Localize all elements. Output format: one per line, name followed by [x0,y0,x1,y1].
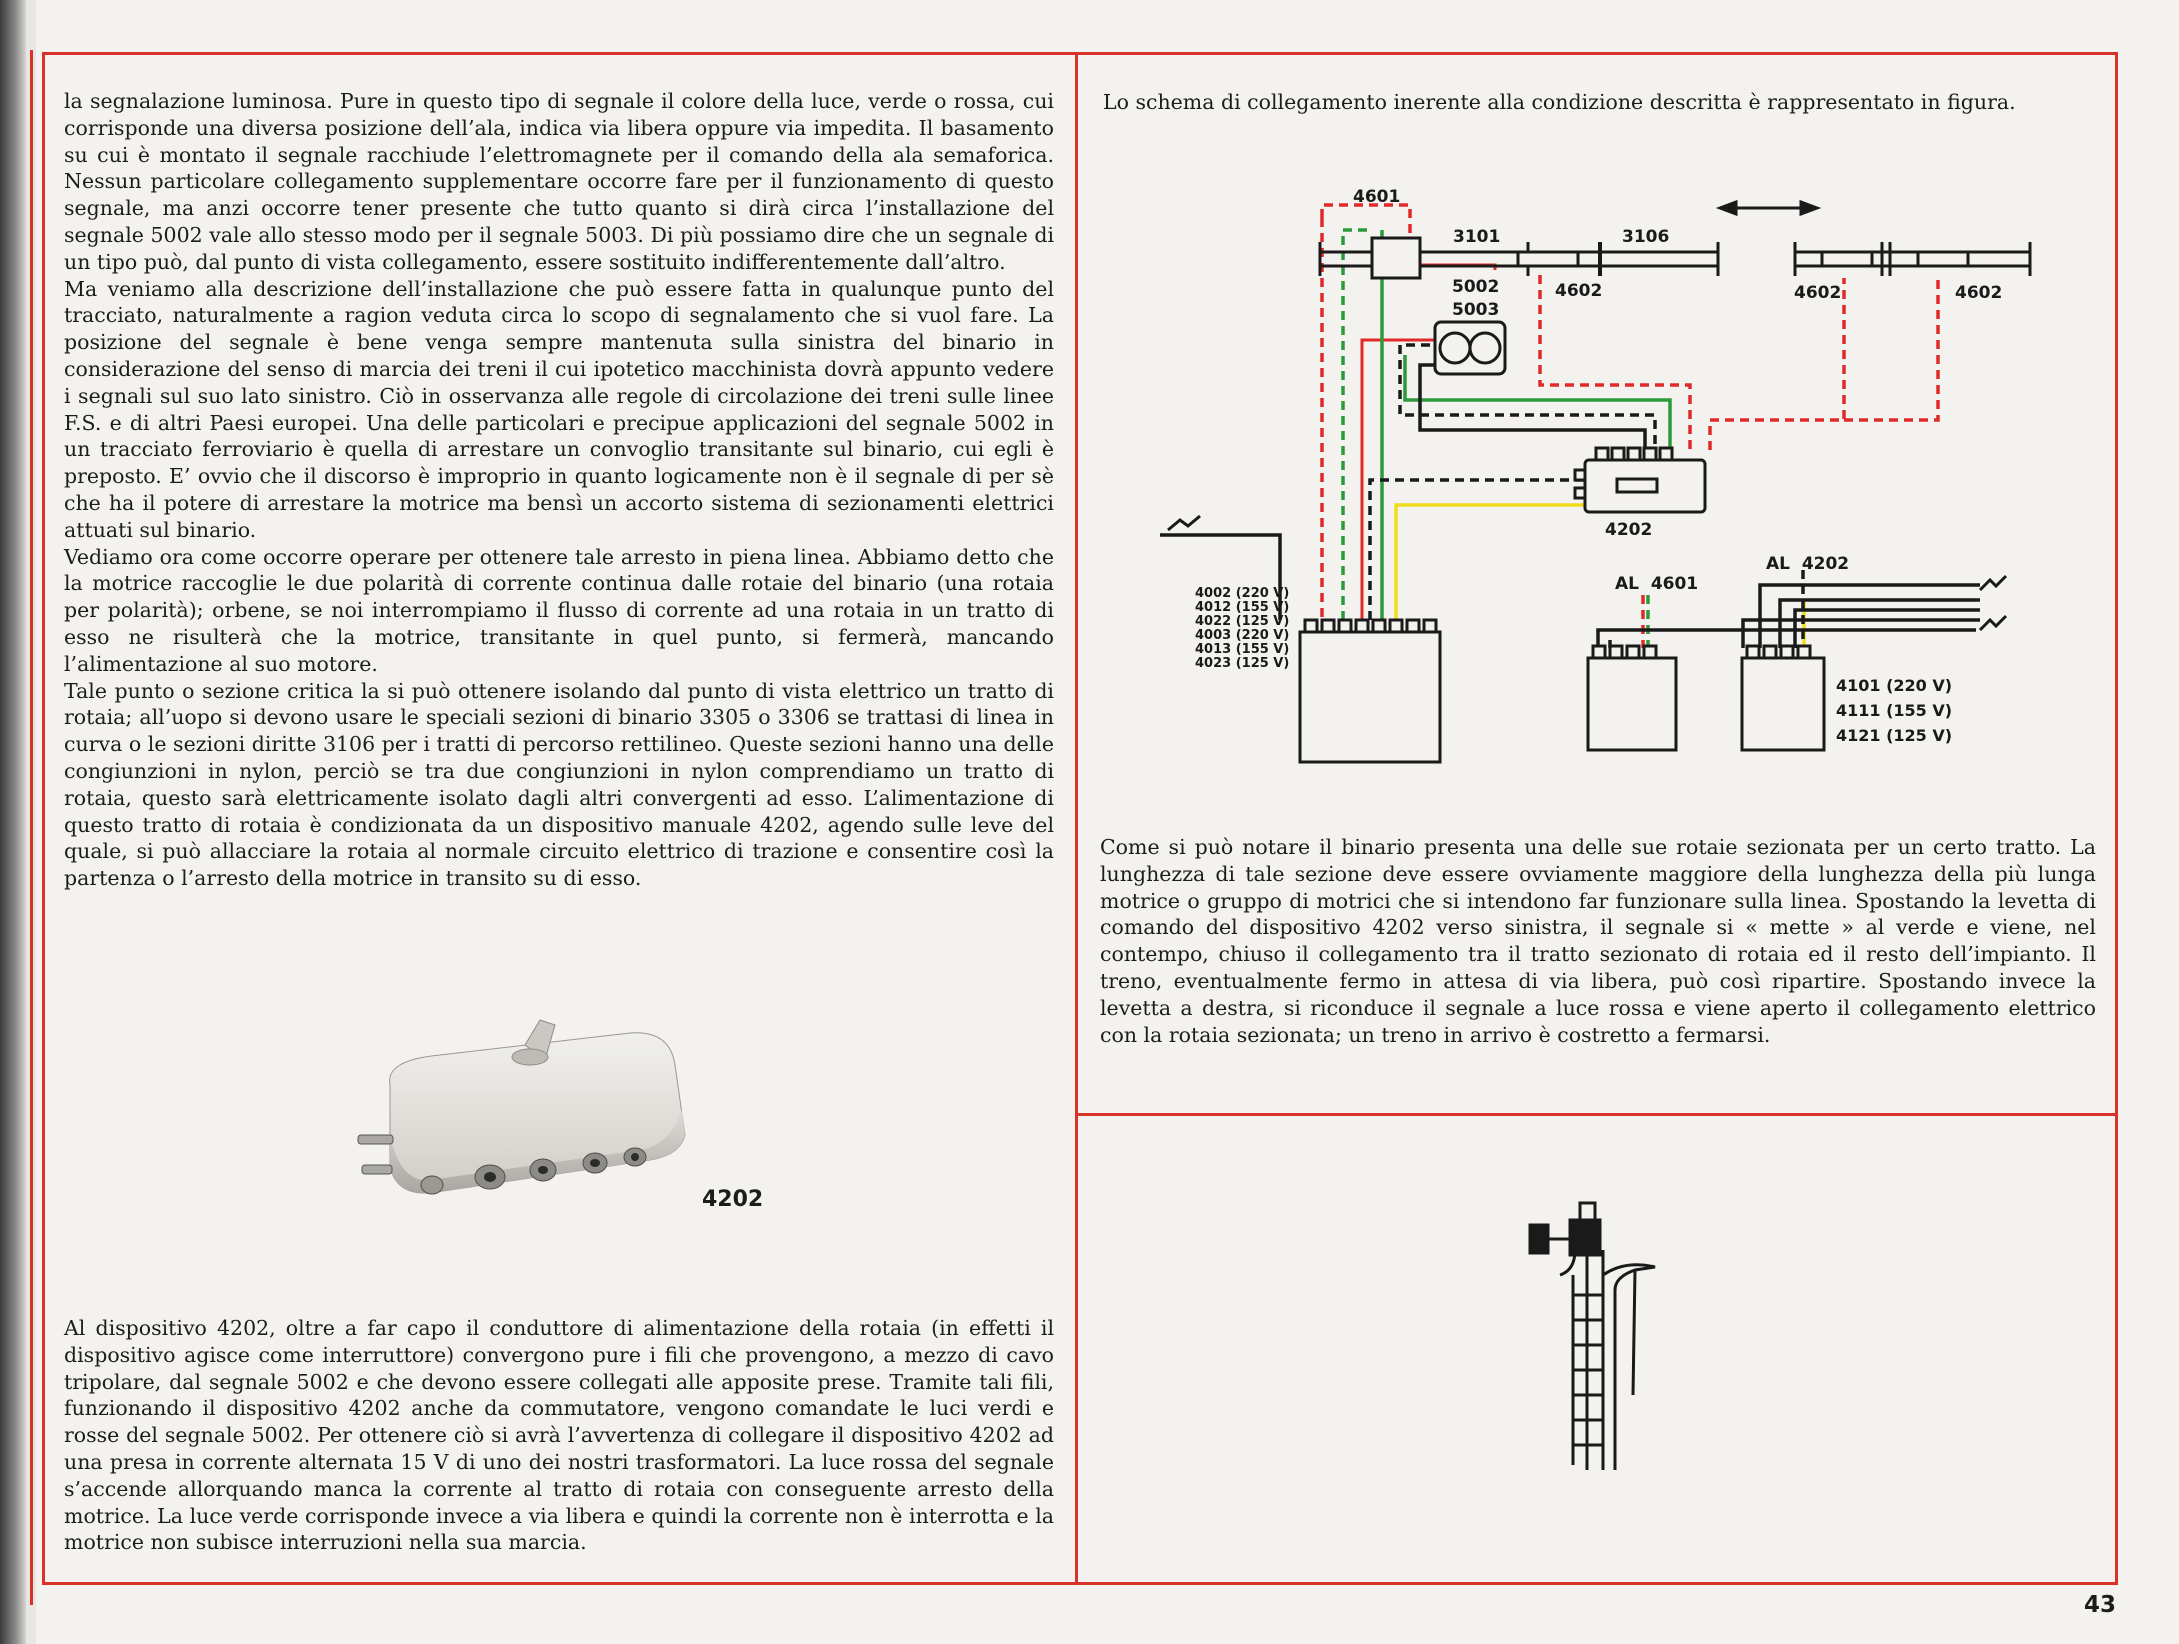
frame-divider-vertical [1075,52,1078,1585]
transformer-al-4202 [1742,646,1824,750]
book-binding [0,0,26,1644]
wiring-diagram [1100,170,2100,790]
transformer-label: 4003 (220 V) [1195,628,1290,643]
label-4202: 4202 [1605,520,1653,540]
wire-black [1420,365,1645,450]
paragraph: Come si può notare il binario presenta una delle sue rotaie sezionata per un certo tratto. La lunghezza di tale sezione deve essere ovviamente maggiore della lunghezza della più lunga motrice o gruppo di motrici che si intendono far funzionare sulla linea. Spostando la levetta di comando del dispositivo 4202 verso sinistra, il segnale si « mette » al verde e viene, nel contempo, chiuso il collegamento tra il tratto sezionato di rotaia ed il resto dell’impianto. Il treno, eventualmente fermo in attesa di via libera, può così ripartire. Spostando invece la levetta a destra, si riconduce il segnale a luce rossa e viene aperto il collegamento elettrico con la rotaia sezionata; un treno in arrivo è costretto a fermarsi. [1100,835,2096,1047]
frame-bottom [42,1582,2118,1585]
transformer-label: 4023 (125 V) [1195,656,1290,671]
signal-5003-symbol [1435,322,1505,374]
label-al-4601: AL 4601 [1615,574,1699,594]
photo-caption: 4202 [702,1187,764,1212]
label-al-4202: AL 4202 [1766,554,1850,574]
label-4602: 4602 [1555,281,1603,301]
transformer-label: 4121 (125 V) [1836,726,1953,745]
left-body-text [64,88,1054,892]
wire-green [1365,320,1380,385]
paragraph: Tale punto o sezione critica la si può ottenere isolando dal punto di vista elettrico un tratto di rotaia; all’uopo si devono usare le speciali sezioni di binario 3305 o 3306 se trattasi di linea in curva o le sezioni diritte 3106 per i tratti di percorso rettilineo. Queste sezioni hanno una delle congiunzioni in nylon, perciò se tra due congiunzioni in nylon comprendiamo un tratto di rotaia, questo sarà elettricamente isolato dagli altri convergenti ad esso. L’alimentazione di questo tratto di rotaia è condizionata da un dispositivo manuale 4202, agendo sulle leve del quale, si può allacciare la rotaia al normale circuito elettrico di trazione e consentire così la partenza o l’arresto della motrice in transito su di esso. [64,678,1054,891]
label-3106: 3106 [1622,227,1670,247]
transformer-label: 4022 (125 V) [1195,614,1290,629]
label-4602: 4602 [1794,283,1842,303]
frame-divider-horizontal [1075,1113,2118,1116]
paragraph: Ma veniamo alla descrizione dell’installazione che può essere fatta in qualunque punto del tracciato, naturalmente a ragion veduta circa lo scopo di segnalamento che si vuol fare. La posizione del segnale è bene venga sempre mantenuta sulla sinistra del binario in considerazione del senso di marcia dei treni il cui ipotetico macchinista dovrà appunto vedere i segnali sul suo lato sinistro. Ciò in osservanza alle regole di circolazione dei treni sulle linee F.S. e di altri Paesi europei. Una delle particolari e precipue applicazioni del segnale 5002 in un tracciato ferroviario è quella di arrestare un convoglio transitante sul binario, cui egli è preposto. E’ ovvio che il discorso è improprio in quanto logicamente non è il segnale di per sè che ha il potere di arrestare la motrice ma bensì un accorto sistema di sezionamenti elettrici attuati sul binario. [64,276,1054,542]
wire-black [1760,585,1980,648]
paragraph: Vediamo ora come occorre operare per ottenere tale arresto in piena linea. Abbiamo detto che la motrice raccoglie le due polarità di corrente continua dalle rotaie del binario (una rotaia per polarità); orbene, se noi interrompiamo il flusso di corrente ad una rotaia in un tratto di esso ne risulterà che la motrice, transitante in quel punto, si fermerà, mancando l’alimentazione al suo motore. [64,544,1054,676]
wire-red [1710,278,1844,450]
transformer-al-4601 [1588,646,1676,750]
transformer-label: 4012 (155 V) [1195,600,1290,615]
plug-icon [1168,516,2006,630]
transformer-label: 4013 (155 V) [1195,642,1290,657]
wire-green [1343,230,1368,620]
frame-right [2115,52,2118,1585]
label-5002: 5002 [1452,277,1500,297]
paragraph: Al dispositivo 4202, oltre a far capo il conduttore di alimentazione della rotaia (in effetti il dispositivo agisce come interruttore) convergono pure i fili che provengono, a mezzo di cavo tripolare, dal segnale 5002 e che devono essere collegati alle apposite prese. Tramite tali fili, funzionando il dispositivo 4202 anche da commutatore, vengono comandate le luci verdi e rosse del segnale 5002. Per ottenere ciò si avrà l’avvertenza di collegare il dispositivo 4202 ad una presa in corrente alternata 15 V di uno dei nostri trasformatori. La luce rossa del segnale s’accende allorquando manca la corrente al tratto di rotaia con conseguente arresto della motrice. La luce verde corrisponde invece a via libera e quindi la corrente non è interrotta e la motrice non subisce interruzioni nella sua marcia. [64,1316,1054,1555]
frame-left [42,52,45,1585]
signal-mast-illustration [1515,1195,1675,1485]
transformer-label: 4111 (155 V) [1836,701,1953,720]
binding-red-edge [30,50,33,1605]
wire-red [1844,278,1938,420]
track-right [1795,242,2030,276]
direction-arrow [1720,202,1817,214]
left-bottom-text [64,1315,1054,1556]
device-4202-symbol [1575,448,1705,512]
wire-yellow [1396,505,1585,620]
paragraph: Lo schema di collegamento inerente alla condizione descritta è rappresentato in figura. [1103,90,2016,114]
page-number: 43 [2083,1592,2116,1618]
transformer-left [1300,620,1440,762]
frame-top [42,52,2118,55]
label-4602: 4602 [1955,283,2003,303]
wire-black [1780,600,1980,648]
device-4202-photo [350,1015,730,1225]
wire-red [1540,275,1690,450]
right-body-text [1100,834,2096,1048]
label-5003: 5003 [1452,300,1500,320]
right-intro-text [1103,89,2097,116]
label-3101: 3101 [1453,227,1501,247]
transformer-label: 4101 (220 V) [1836,676,1953,695]
wire-black [1370,480,1585,620]
paragraph: la segnalazione luminosa. Pure in questo tipo di segnale il colore della luce, verde o rossa, cui corrisponde una diversa posizione dell’ala, indica via libera oppure via impedita. Il basamento su cui è montato il segnale racchiude l’elettromagnete per il comando della ala semaforica. Nessun particolare collegamento supplementare occorre fare per il funzionamento di questo segnale, ma anzi occorre tener presente che tutto quanto si dirà circa l’installazione del segnale 5002 vale allo stesso modo per il segnale 5003. Di più possiamo dire che un segnale di un tipo può, dal punto di vista collegamento, essere sostituito indifferentemente dall’altro. [64,89,1054,274]
label-4601: 4601 [1353,187,1401,207]
transformer-label: 4002 (220 V) [1195,586,1290,601]
